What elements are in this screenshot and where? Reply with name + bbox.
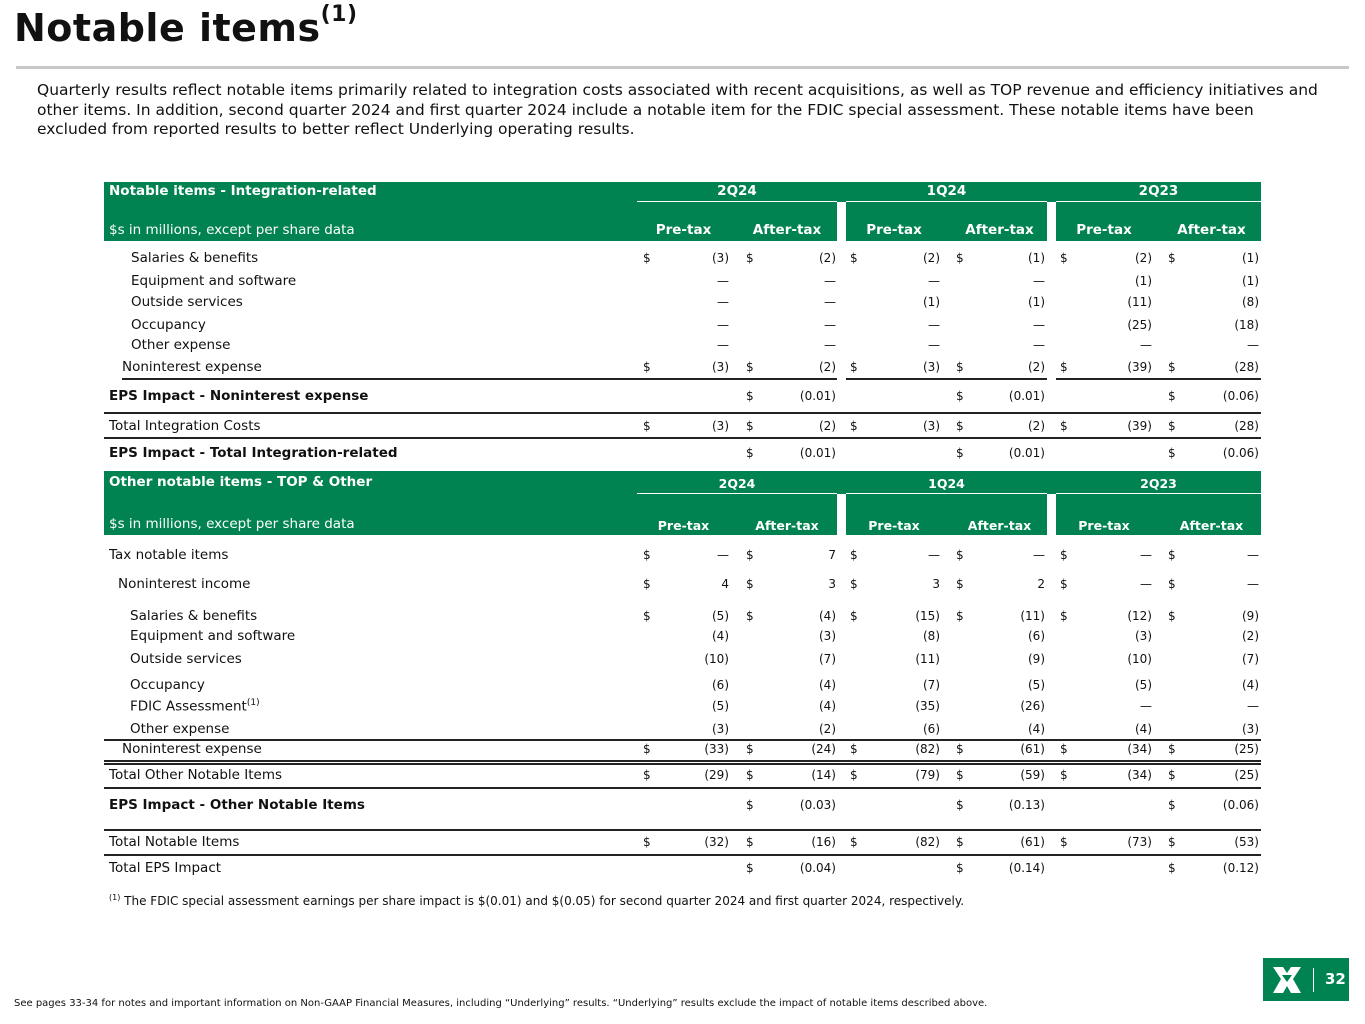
currency-symbol: $ (643, 251, 651, 265)
cell-value: (10) (704, 652, 729, 666)
cell-value: — (717, 274, 729, 288)
currency-symbol: $ (956, 742, 964, 756)
table-row (104, 651, 1261, 671)
cell-value: (3) (1135, 629, 1152, 643)
cell-value: (34) (1127, 742, 1152, 756)
table-row (104, 797, 1261, 817)
cell-value: 3 (932, 577, 940, 591)
currency-symbol: $ (1168, 548, 1176, 562)
table-row (104, 721, 1261, 741)
currency-symbol: $ (643, 768, 651, 782)
row-label: Total Notable Items (109, 834, 240, 850)
cell-value: (0.14) (1008, 861, 1045, 875)
row-label: Noninterest income (118, 576, 251, 592)
cell-value: (14) (811, 768, 836, 782)
row-rule (104, 854, 1261, 856)
cell-value: (10) (1127, 652, 1152, 666)
row-label: Total Other Notable Items (109, 767, 283, 783)
cell-value: (39) (1127, 360, 1152, 374)
page-title: Notable items$^{(1)}$ (14, 2, 358, 50)
cell-value: (9) (1028, 652, 1045, 666)
table-row (104, 834, 1261, 854)
column-header-after-tax: After-tax (965, 222, 1034, 238)
currency-symbol: $ (956, 768, 964, 782)
row-rule (104, 760, 1261, 762)
cell-value: (33) (704, 742, 729, 756)
column-header-pre-tax: Pre-tax (1078, 518, 1130, 533)
currency-symbol: $ (956, 251, 964, 265)
cell-value: (6) (923, 722, 940, 736)
page-number: 32 (1325, 970, 1346, 988)
cell-value: — (1033, 548, 1045, 562)
row-rule (104, 437, 1261, 439)
currency-symbol: $ (643, 835, 651, 849)
cell-value: (4) (819, 609, 836, 623)
cell-value: (11) (1020, 609, 1045, 623)
cell-value: (2) (819, 360, 836, 374)
cell-value: (11) (915, 652, 940, 666)
cell-value: (34) (1127, 768, 1152, 782)
cell-value: (12) (1127, 609, 1152, 623)
cell-value: — (824, 295, 836, 309)
currency-symbol: $ (1168, 251, 1176, 265)
table-title: Notable items - Integration-related (109, 183, 377, 199)
currency-symbol: $ (1060, 577, 1068, 591)
cell-value: — (928, 338, 940, 352)
cell-value: (4) (1028, 722, 1045, 736)
cell-value: (0.06) (1222, 389, 1259, 403)
cell-value: (82) (915, 835, 940, 849)
currency-symbol: $ (956, 861, 964, 875)
cell-value: (4) (819, 678, 836, 692)
table-row (104, 388, 1261, 408)
integration-table (104, 182, 1261, 461)
table-row (104, 698, 1261, 718)
row-label: Total EPS Impact (109, 860, 222, 876)
column-header-pre-tax: Pre-tax (655, 222, 712, 238)
cell-value: (7) (819, 652, 836, 666)
currency-symbol: $ (746, 548, 754, 562)
cell-value: (24) (811, 742, 836, 756)
currency-symbol: $ (1168, 577, 1176, 591)
cell-value: (1) (1135, 274, 1152, 288)
column-header-after-tax: After-tax (967, 518, 1032, 533)
cell-value: (82) (915, 742, 940, 756)
cell-value: (16) (811, 835, 836, 849)
row-label: Total Integration Costs (109, 418, 261, 434)
currency-symbol: $ (956, 798, 964, 812)
cell-value: (3) (712, 251, 729, 265)
intro-paragraph: Quarterly results reflect notable items primarily related to integration costs associated with recent acquisitions, as well as TOP revenue and efficiency initiatives and other items. In addition, second quarter 2024 and first quarter 2024 include a notable item for the FDIC special assessment. These notable items have been excluded from reported results to better reflect Underlying operating results. (37, 81, 1318, 138)
currency-symbol: $ (1060, 360, 1068, 374)
row-label: FDIC Assessment$^{(1)}$ (130, 698, 260, 715)
cell-value: (2) (819, 251, 836, 265)
cell-value: (1) (1028, 251, 1045, 265)
cell-value: (5) (1135, 678, 1152, 692)
cell-value: (0.01) (1008, 446, 1045, 460)
table-row (104, 273, 1261, 293)
cell-value: (0.13) (1008, 798, 1045, 812)
cell-value: (28) (1234, 360, 1259, 374)
currency-symbol: $ (1060, 609, 1068, 623)
cell-value: (2) (819, 722, 836, 736)
cell-value: — (1033, 338, 1045, 352)
currency-symbol: $ (1060, 251, 1068, 265)
currency-symbol: $ (850, 609, 858, 623)
cell-value: — (1033, 274, 1045, 288)
cell-value: — (1140, 577, 1152, 591)
cell-value: (3) (712, 360, 729, 374)
cell-value: (3) (712, 722, 729, 736)
cell-value: — (824, 338, 836, 352)
currency-symbol: $ (643, 577, 651, 591)
currency-symbol: $ (850, 835, 858, 849)
row-label: Other expense (130, 721, 230, 737)
currency-symbol: $ (1168, 768, 1176, 782)
currency-symbol: $ (1168, 419, 1176, 433)
currency-symbol: $ (956, 446, 964, 460)
currency-symbol: $ (850, 548, 858, 562)
currency-symbol: $ (956, 419, 964, 433)
table-row (104, 359, 1261, 379)
cell-value: (3) (1242, 722, 1259, 736)
currency-symbol: $ (850, 360, 858, 374)
row-label: Noninterest expense (122, 359, 262, 375)
cell-value: (8) (923, 629, 940, 643)
cell-value: (2) (1028, 360, 1045, 374)
quarter-header-1q24: 1Q24 (926, 183, 967, 199)
currency-symbol: $ (1168, 861, 1176, 875)
cell-value: (1) (923, 295, 940, 309)
table-row (104, 294, 1261, 314)
column-header-after-tax: After-tax (755, 518, 819, 533)
currency-symbol: $ (746, 835, 754, 849)
cell-value: — (717, 548, 729, 562)
other-notable-table (104, 471, 1261, 876)
column-header-pre-tax: Pre-tax (1076, 222, 1132, 238)
cell-value: (11) (1127, 295, 1152, 309)
cell-value: (35) (915, 699, 940, 713)
currency-symbol: $ (746, 798, 754, 812)
cell-value: (7) (923, 678, 940, 692)
quarter-header-2q24: 2Q24 (717, 183, 757, 199)
currency-symbol: $ (643, 609, 651, 623)
row-label: Noninterest expense (122, 741, 262, 757)
row-rule (104, 829, 1261, 831)
cell-value: (8) (1242, 295, 1259, 309)
cell-value: — (717, 338, 729, 352)
row-label: EPS Impact - Noninterest expense (109, 388, 369, 404)
brand-logo-icon (1271, 965, 1303, 995)
table-title: Other notable items - TOP & Other (109, 474, 373, 490)
cell-value: (0.06) (1222, 446, 1259, 460)
table-row (104, 860, 1261, 880)
table-row (104, 250, 1261, 270)
cell-value: 3 (828, 577, 836, 591)
cell-value: (0.01) (799, 389, 836, 403)
currency-symbol: $ (956, 360, 964, 374)
column-header-pre-tax: Pre-tax (868, 518, 920, 533)
cell-value: (53) (1234, 835, 1259, 849)
brand-logo-badge (1263, 958, 1349, 1001)
column-header-after-tax: After-tax (752, 222, 822, 238)
cell-value: (26) (1020, 699, 1045, 713)
row-label: Tax notable items (109, 547, 229, 563)
cell-value: 4 (721, 577, 729, 591)
cell-value: — (928, 548, 940, 562)
currency-symbol: $ (643, 360, 651, 374)
table-row (104, 767, 1261, 787)
table-row (104, 418, 1261, 438)
cell-value: (1) (1242, 251, 1259, 265)
cell-value: (32) (704, 835, 729, 849)
cell-value: (0.01) (1008, 389, 1045, 403)
row-label: Salaries & benefits (131, 250, 259, 266)
currency-symbol: $ (643, 419, 651, 433)
currency-symbol: $ (956, 609, 964, 623)
table-row (104, 337, 1261, 357)
row-label: Occupancy (131, 317, 206, 333)
cell-value: (2) (1135, 251, 1152, 265)
cell-value: (2) (819, 419, 836, 433)
currency-symbol: $ (746, 360, 754, 374)
quarter-header-2q24: 2Q24 (718, 476, 756, 491)
column-header-pre-tax: Pre-tax (657, 518, 710, 533)
currency-symbol: $ (1060, 419, 1068, 433)
row-rule (104, 763, 1261, 765)
row-rule (1056, 378, 1261, 380)
cell-value: (3) (923, 360, 940, 374)
currency-symbol: $ (1168, 446, 1176, 460)
row-label: Equipment and software (130, 628, 296, 644)
cell-value: (5) (1028, 678, 1045, 692)
currency-symbol: $ (1168, 835, 1176, 849)
cell-value: (6) (1028, 629, 1045, 643)
row-rule (122, 378, 637, 380)
cell-value: — (928, 318, 940, 332)
currency-symbol: $ (746, 251, 754, 265)
currency-symbol: $ (956, 389, 964, 403)
row-label: Outside services (131, 294, 243, 310)
column-header-after-tax: After-tax (1177, 222, 1246, 238)
cell-value: (1) (1028, 295, 1045, 309)
row-rule (104, 787, 1261, 789)
table-subtitle: $s in millions, except per share data (109, 222, 355, 238)
cell-value: (5) (712, 609, 729, 623)
cell-value: — (928, 274, 940, 288)
currency-symbol: $ (746, 609, 754, 623)
cell-value: (3) (712, 419, 729, 433)
cell-value: (25) (1234, 742, 1259, 756)
row-rule (846, 378, 1047, 380)
cell-value: 7 (828, 548, 836, 562)
currency-symbol: $ (1060, 768, 1068, 782)
currency-symbol: $ (850, 577, 858, 591)
cell-value: (0.06) (1222, 798, 1259, 812)
title-divider (16, 66, 1349, 69)
cell-value: — (717, 295, 729, 309)
currency-symbol: $ (956, 548, 964, 562)
cell-value: — (1247, 338, 1259, 352)
currency-symbol: $ (643, 548, 651, 562)
currency-symbol: $ (1168, 389, 1176, 403)
footnote: $^{(1)}$ The FDIC special assessment earnings per share impact is $(0.01) and $(0.05) for second quarter 2024 and first quarter 2024, respectively. (109, 893, 965, 908)
cell-value: — (1247, 548, 1259, 562)
quarter-header-2q23: 2Q23 (1140, 476, 1177, 491)
currency-symbol: $ (746, 768, 754, 782)
cell-value: (4) (819, 699, 836, 713)
cell-value: (4) (712, 629, 729, 643)
cell-value: (28) (1234, 419, 1259, 433)
cell-value: 2 (1037, 577, 1045, 591)
currency-symbol: $ (746, 446, 754, 460)
row-label: Outside services (130, 651, 242, 667)
cell-value: — (824, 274, 836, 288)
cell-value: (1) (1242, 274, 1259, 288)
row-label: Equipment and software (131, 273, 297, 289)
currency-symbol: $ (850, 742, 858, 756)
cell-value: (4) (1135, 722, 1152, 736)
cell-value: — (824, 318, 836, 332)
currency-symbol: $ (746, 861, 754, 875)
cell-value: (0.03) (799, 798, 836, 812)
column-header-after-tax: After-tax (1179, 518, 1244, 533)
cell-value: — (1033, 318, 1045, 332)
cell-value: (6) (712, 678, 729, 692)
cell-value: (73) (1127, 835, 1152, 849)
table-row (104, 741, 1261, 761)
table-row (104, 628, 1261, 648)
cell-value: (15) (915, 609, 940, 623)
cell-value: (2) (923, 251, 940, 265)
cell-value: — (1140, 338, 1152, 352)
table-row (104, 576, 1261, 596)
table-row (104, 677, 1261, 697)
currency-symbol: $ (1168, 360, 1176, 374)
cell-value: (61) (1020, 742, 1045, 756)
currency-symbol: $ (1168, 609, 1176, 623)
table-row (104, 547, 1261, 567)
cell-value: (25) (1234, 768, 1259, 782)
source-note: See pages 33-34 for notes and important information on Non-GAAP Financial Measures, including “Underlying” results. “Underlying” results exclude the impact of notable items described above. (14, 998, 988, 1009)
column-header-pre-tax: Pre-tax (866, 222, 922, 238)
cell-value: (3) (819, 629, 836, 643)
currency-symbol: $ (746, 577, 754, 591)
currency-symbol: $ (643, 742, 651, 756)
currency-symbol: $ (746, 742, 754, 756)
currency-symbol: $ (1168, 798, 1176, 812)
cell-value: (0.04) (799, 861, 836, 875)
cell-value: (25) (1127, 318, 1152, 332)
cell-value: (3) (923, 419, 940, 433)
cell-value: (59) (1020, 768, 1045, 782)
quarter-header-1q24: 1Q24 (928, 476, 965, 491)
cell-value: (2) (1028, 419, 1045, 433)
cell-value: — (1247, 699, 1259, 713)
cell-value: (0.12) (1222, 861, 1259, 875)
row-label: Salaries & benefits (130, 608, 258, 624)
currency-symbol: $ (1060, 742, 1068, 756)
currency-symbol: $ (1168, 742, 1176, 756)
row-label: EPS Impact - Total Integration-related (109, 445, 398, 461)
cell-value: — (1140, 548, 1152, 562)
cell-value: (4) (1242, 678, 1259, 692)
currency-symbol: $ (1060, 835, 1068, 849)
cell-value: (18) (1234, 318, 1259, 332)
currency-symbol: $ (850, 768, 858, 782)
cell-value: (61) (1020, 835, 1045, 849)
cell-value: — (1140, 699, 1152, 713)
row-label: EPS Impact - Other Notable Items (109, 797, 365, 813)
cell-value: (0.01) (799, 446, 836, 460)
table-row (104, 317, 1261, 337)
cell-value: (79) (915, 768, 940, 782)
currency-symbol: $ (746, 389, 754, 403)
table-subtitle: $s in millions, except per share data (109, 516, 355, 532)
cell-value: (39) (1127, 419, 1152, 433)
row-rule (637, 378, 837, 380)
currency-symbol: $ (956, 577, 964, 591)
table-row (104, 445, 1261, 465)
cell-value: — (717, 318, 729, 332)
cell-value: (7) (1242, 652, 1259, 666)
cell-value: (5) (712, 699, 729, 713)
currency-symbol: $ (956, 835, 964, 849)
row-rule (104, 412, 1261, 414)
currency-symbol: $ (850, 419, 858, 433)
row-label: Occupancy (130, 677, 205, 693)
badge-divider (1313, 968, 1314, 992)
cell-value: (9) (1242, 609, 1259, 623)
cell-value: — (1247, 577, 1259, 591)
currency-symbol: $ (746, 419, 754, 433)
cell-value: (29) (704, 768, 729, 782)
cell-value: (2) (1242, 629, 1259, 643)
row-rule (104, 739, 1261, 741)
table-row (104, 608, 1261, 628)
quarter-header-2q23: 2Q23 (1138, 183, 1179, 199)
currency-symbol: $ (1060, 548, 1068, 562)
currency-symbol: $ (850, 251, 858, 265)
row-label: Other expense (131, 337, 231, 353)
